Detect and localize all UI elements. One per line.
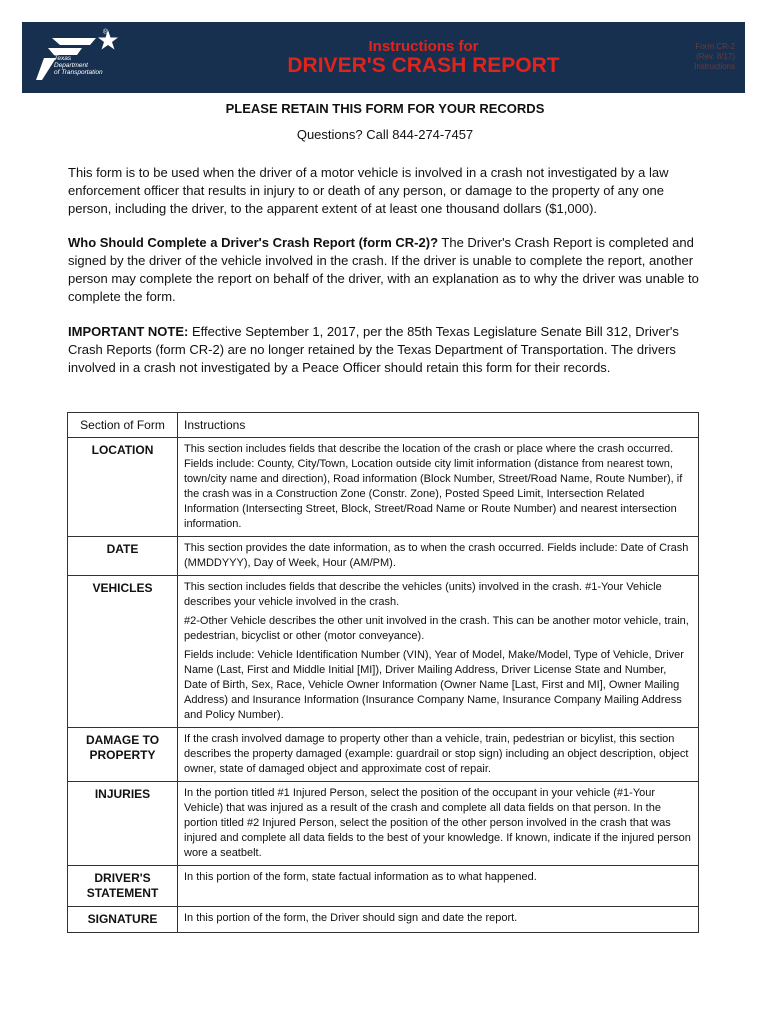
- form-type: Instructions: [694, 62, 735, 71]
- retain-notice: PLEASE RETAIN THIS FORM FOR YOUR RECORDS: [225, 101, 545, 116]
- questions-phone: Questions? Call 844-274-7457: [296, 127, 474, 142]
- section-name-cell: LOCATION: [68, 438, 178, 537]
- note-body: Effective September 1, 2017, per the 85th Texas Legislature Senate Bill 312, Driver's Crash Reports (form CR-2) are no longer retained by the Texas Department of Transportation. The drivers involved in a crash not investigated by a Peace Officer should retain this form for their records.: [68, 324, 679, 375]
- logo-line-2: Department: [54, 62, 88, 69]
- logo-line-3: of Transportation: [54, 69, 103, 76]
- who-paragraph: [68, 234, 708, 306]
- table-row: [68, 866, 699, 907]
- instruction-cell: [178, 438, 699, 537]
- who-body: The Driver's Crash Report is completed and signed by the driver of the vehicle involved in the crash. If the driver is unable to complete the report, another person may complete the report on behalf of the driver, with an explanation as to why the driver was unable to complete the form.: [68, 235, 699, 304]
- section-name-cell: DATE: [68, 537, 178, 576]
- instruction-text: In the portion titled #1 Injured Person, select the position of the occupant in your vehicle (#1-Your Vehicle) that was injured as a result of the crash and complete all data fields on that person. In the portion titled #2 Injured Person, select the position of the other person involved in the crash that was injured and complete all data fields to the best of your knowledge. If known, indicate if the injured person wore a seatbelt.: [184, 787, 691, 859]
- table-header-row: [68, 413, 699, 438]
- document-header: [22, 22, 745, 93]
- header-title: DRIVER'S CRASH REPORT: [287, 54, 560, 77]
- important-note: [68, 323, 708, 377]
- column-header-instructions: Instructions: [178, 413, 699, 438]
- note-heading: IMPORTANT NOTE:: [68, 324, 189, 339]
- table-row: [68, 576, 699, 728]
- section-name-cell: DAMAGE TO PROPERTY: [68, 728, 178, 782]
- instruction-text: Fields include: Vehicle Identification Number (VIN), Year of Model, Make/Model, Type of Vehicle, Driver Name (Last, First and Middle Initial [MI]), Driver Mailing Address, Driver License State and Number, Date of Birth, Sex, Race, Vehicle Owner Information (Owner Name [Last, First and MI], Owner Mailing Address) and Insurance Information (Insurance Company Name, Insurance Company Mailing Address and Policy Number).: [184, 649, 684, 721]
- header-subtitle: Instructions for: [368, 38, 479, 55]
- table-row: [68, 907, 699, 933]
- instruction-text: This section includes fields that describe the vehicles (units) involved in the crash. #1-Your Vehicle describes your vehicle involved in the crash.: [184, 581, 662, 608]
- instructions-table: [67, 412, 699, 933]
- form-revision: (Rev. 8/17): [696, 52, 735, 61]
- instruction-text: In this portion of the form, state factual information as to what happened.: [184, 871, 537, 883]
- registered-mark: ®: [103, 29, 109, 36]
- instruction-text: If the crash involved damage to property other than a vehicle, train, pedestrian or bicylist, this section describes the property damaged (example: guardrail or stop sign) including an object description, object owner, state of damaged object and approximate cost of repair.: [184, 733, 689, 775]
- instruction-cell: [178, 782, 699, 866]
- column-header-section: Section of Form: [68, 413, 178, 438]
- table-row: [68, 782, 699, 866]
- instruction-cell: [178, 728, 699, 782]
- section-name-cell: INJURIES: [68, 782, 178, 866]
- instruction-cell: [178, 576, 699, 728]
- table-body: [68, 438, 699, 933]
- instruction-text: This section includes fields that describe the location of the crash or place where the crash occurred. Fields include: County, City/Town, Location outside city limit information (distance from nearest town, town/city name and direction), Road information (Block Number, Street/Road Name, Route Number), if the crash was in a Construction Zone (Constr. Zone), Posted Speed Limit, Intersection Related Information (Intersecting Street, Block, Street/Road Name or Route Number) and nearest intersection information.: [184, 443, 683, 530]
- instruction-cell: [178, 907, 699, 933]
- instruction-text: #2-Other Vehicle describes the other unit involved in the crash. This can be another motor vehicle, train, pedestrian, bicyclist or other (motor conveyance).: [184, 615, 689, 642]
- who-heading: Who Should Complete a Driver's Crash Report (form CR-2)?: [68, 235, 439, 250]
- intro-paragraph: This form is to be used when the driver of a motor vehicle is involved in a crash not investigated by a law enforcement officer that results in injury to or death of any person, or damage to the property of any one person, including the driver, to the apparent extent of at least one thousand dollars ($1,000).: [68, 165, 669, 216]
- table-row: [68, 438, 699, 537]
- section-name-cell: DRIVER'S STATEMENT: [68, 866, 178, 907]
- table-row: [68, 728, 699, 782]
- form-number: [694, 42, 735, 72]
- instruction-cell: [178, 537, 699, 576]
- instruction-text: In this portion of the form, the Driver should sign and date the report.: [184, 912, 518, 924]
- table-row: [68, 537, 699, 576]
- instruction-cell: [178, 866, 699, 907]
- section-name-cell: VEHICLES: [68, 576, 178, 728]
- form-id: Form CR-2: [695, 42, 735, 51]
- instruction-text: This section provides the date information, as to when the crash occurred. Fields include: Date of Crash (MMDDYYY), Day of Week, Hour (AM/PM).: [184, 542, 689, 569]
- logo-line-1: Texas: [54, 55, 72, 62]
- section-name-cell: SIGNATURE: [68, 907, 178, 933]
